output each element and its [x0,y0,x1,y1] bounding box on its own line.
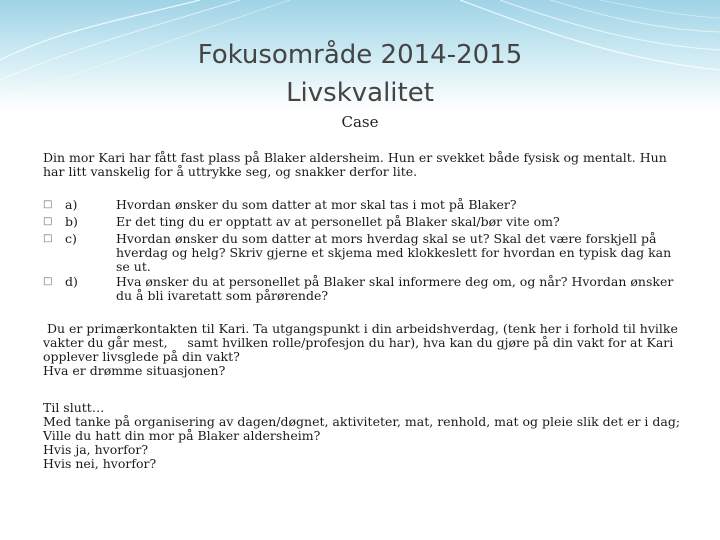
closing-line: Hvis nei, hvorfor? [43,456,157,471]
question-label: d) [65,274,78,289]
primary-contact-text: Du er primærkontakten til Kari. Ta utgangspunkt i din arbeidshverdag, (tenk her i forhold til hvilke vakter du går mest, samt hvilken rolle/profesjon du har), hva kan du gjøre på din vakt for at Kari opplever livsglede på din vakt? [43,321,682,364]
closing-paragraph [43,401,683,471]
closing-line: Med tanke på organisering av dagen/døgnet, aktiviteter, mat, renhold, mat og pleie slik det er i dag; Ville du hatt din mor på Blaker aldersheim? [43,414,681,443]
dream-situation-text: Hva er drømme situasjonen? [43,363,226,378]
question-label: b) [65,214,78,229]
question-label: a) [65,197,78,212]
slide-title [0,36,720,112]
question-label: c) [65,231,77,246]
question-text: Hvordan ønsker du som datter at mors hverdag skal se ut? Skal det være forskjell på hverdag og helg? Skriv gjerne et skjema med klokkeslett for hvordan en typisk dag kan se ut. [116,231,672,274]
slide-subtitle: Case [341,113,379,131]
checkbox-bullet-icon: □ [43,233,53,244]
question-text: Hva ønsker du at personellet på Blaker skal informere deg om, og når? Hvordan ønsker du å bli ivaretatt som pårørende? [116,274,674,303]
intro-paragraph: Din mor Kari har fått fast plass på Blaker aldersheim. Hun er svekket både fysisk og mentalt. Hun har litt vanskelig for å uttrykke seg, og snakker derfor lite. [43,150,667,179]
checkbox-bullet-icon: □ [43,276,53,287]
closing-line: Hvis ja, hvorfor? [43,442,149,457]
checkbox-bullet-icon: □ [43,216,53,227]
title-line-2: Livskvalitet [286,78,434,108]
question-text: Hvordan ønsker du som datter at mor skal tas i mot på Blaker? [116,197,517,212]
question-text: Er det ting du er opptatt av at personellet på Blaker skal/bør vite om? [116,214,560,229]
title-line-1: Fokusområde 2014-2015 [197,40,523,70]
primary-contact-paragraph [43,322,683,378]
checkbox-bullet-icon: □ [43,199,53,210]
closing-line: Til slutt… [43,400,105,415]
